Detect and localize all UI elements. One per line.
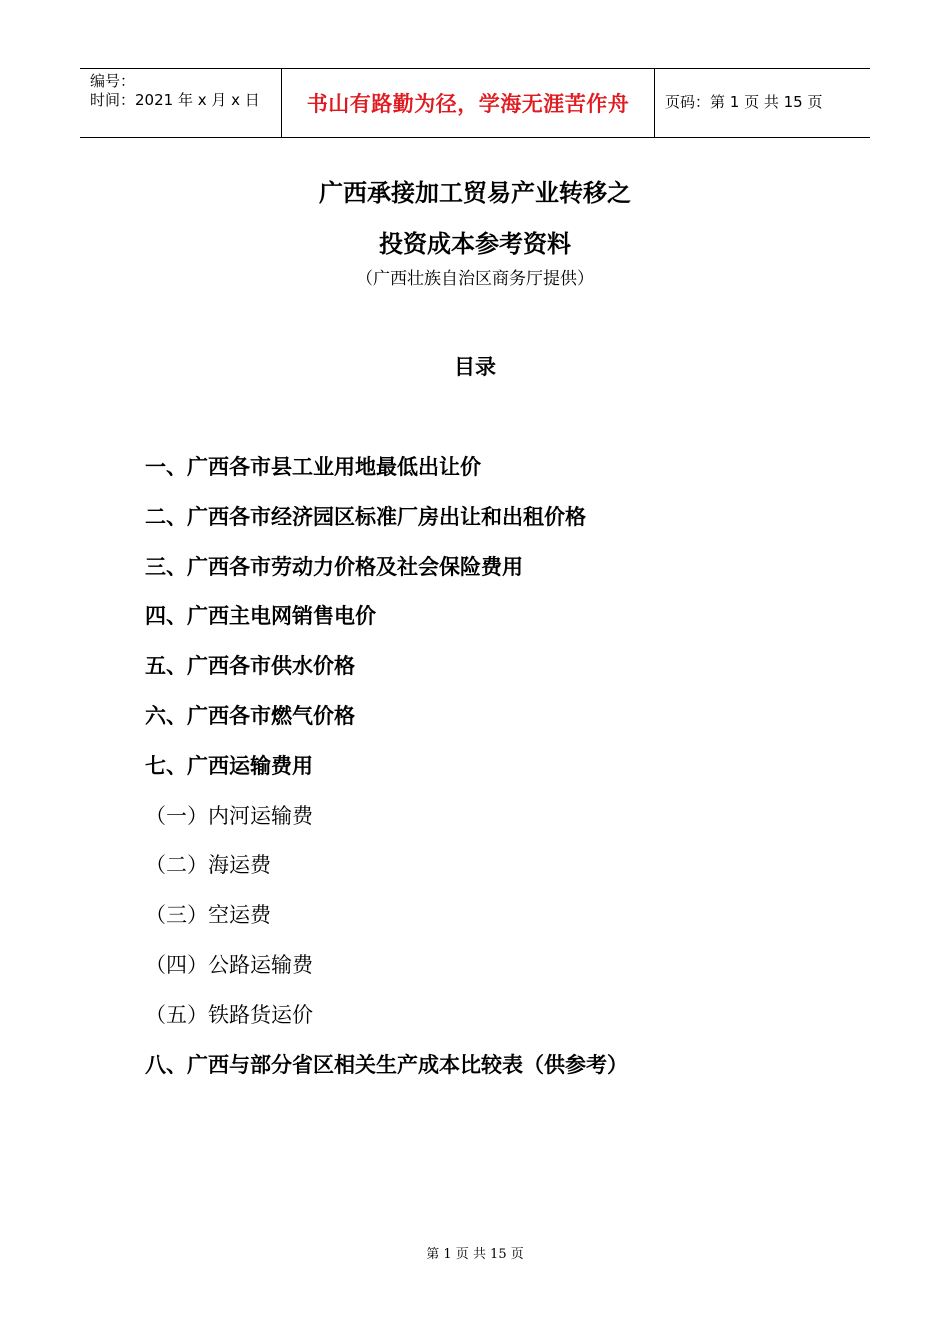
toc-item: 七、广西运输费用 [145, 753, 313, 778]
toc-item: 一、广西各市县工业用地最低出让价 [145, 455, 481, 479]
motto-text: 书山有路勤为径，学海无涯苦作舟 [306, 91, 630, 116]
toc-item: 六、广西各市燃气价格 [145, 703, 355, 728]
header-motto-cell [282, 69, 655, 137]
toc-subitem: （三）空运费 [145, 903, 271, 928]
document-title-line-2: 投资成本参考资料 [379, 230, 571, 258]
toc-item: 三、广西各市劳动力价格及社会保险费用 [145, 554, 523, 579]
toc-subitem: （二）海运费 [145, 853, 271, 878]
table-of-contents [145, 452, 628, 1099]
header-page-cell [655, 69, 870, 137]
toc-subitem: （五）铁路货运价 [145, 1002, 313, 1027]
document-date-label: 时间：2021 年 x 月 x 日 [90, 91, 260, 109]
toc-item: 八、广西与部分省区相关生产成本比较表（供参考） [145, 1052, 628, 1077]
document-title-line-1: 广西承接加工贸易产业转移之 [319, 179, 631, 207]
toc-subitem: （四）公路运输费 [145, 952, 313, 977]
toc-item: 四、广西主电网销售电价 [145, 604, 376, 629]
toc-subitem: （一）内河运输费 [145, 803, 313, 828]
document-number-label: 编号： [90, 72, 136, 90]
toc-item: 二、广西各市经济园区标准厂房出让和出租价格 [145, 504, 586, 529]
header-meta-cell [80, 69, 282, 137]
header-table [80, 68, 870, 138]
page-info-text: 页码：第 1 页 共 15 页 [665, 93, 823, 111]
toc-item: 五、广西各市供水价格 [145, 654, 355, 679]
document-subtitle: （广西壮族自治区商务厅提供） [356, 269, 594, 289]
page-footer: 第 1 页 共 15 页 [426, 1247, 524, 1262]
toc-heading: 目录 [454, 355, 496, 379]
